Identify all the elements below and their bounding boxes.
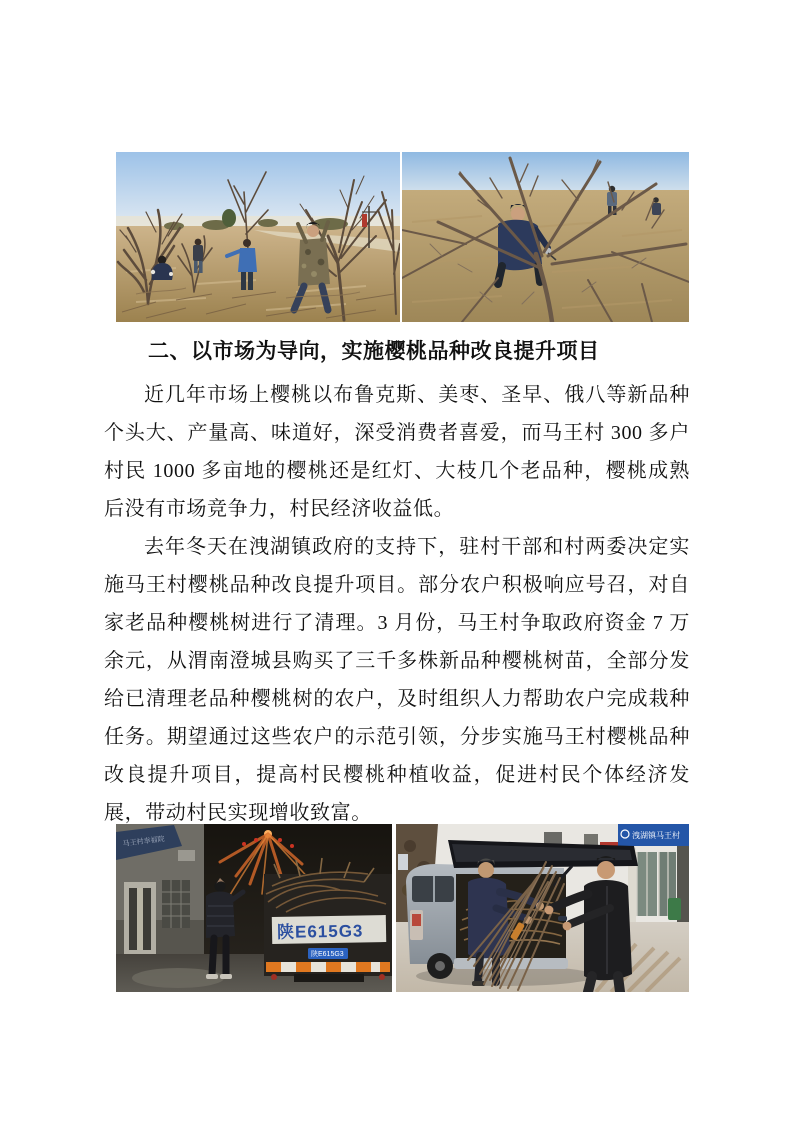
bottom-photo-row — [116, 824, 689, 992]
photo-sapling-van-loading — [396, 824, 689, 992]
photo-orchard-pruning-wide — [116, 152, 400, 322]
photo-orchard-pruning-closeup — [402, 152, 689, 322]
sign-text: 洩湖镇马王村 — [632, 831, 680, 840]
section-heading: 二、以市场为导向，实施樱桃品种改良提升项目 — [148, 340, 600, 363]
top-photo-row — [116, 152, 689, 322]
paragraph-project-implementation: 去年冬天在洩湖镇政府的支持下，驻村干部和村两委决定实施马王村樱桃品种改良提升项目。部分农户积极响应号召，对自家老品种樱桃树进行了清理。3 月份，马王村争取政府资金 7 万余元，从渭南澄城县购买了三千多株新品种樱桃树苗，全部分发给已清理老品种樱桃树的农户，及时组织人力帮助农户完成栽种任务。期望通过这些农户的示范引领，分步实施马王村樱桃品种改良提升项目，提高村民樱桃种植收益，促进村民个体经济发展，带动村民实现增收致富。 — [104, 536, 690, 824]
body-text — [104, 376, 690, 832]
photo-sapling-truck-night — [116, 824, 392, 992]
building-entrance — [116, 824, 204, 964]
sign-board — [618, 824, 689, 846]
truck-plate-text: 陕E615G3 — [311, 951, 344, 958]
truck-board-text: 陕E615G3 — [276, 921, 364, 942]
reflective-bumper — [266, 962, 390, 972]
awning-text: 马王村幸福院 — [122, 835, 165, 848]
truck-rear — [264, 858, 392, 982]
paragraph-market-varieties: 近几年市场上樱桃以布鲁克斯、美枣、圣早、俄八等新品种个头大、产量高、味道好，深受消费者喜爱，而马王村 300 多户村民 1000 多亩地的樱桃还是红灯、大枝几个老品种，樱桃成熟后没有市场竞争力，村民经济收益低。 — [104, 384, 690, 520]
